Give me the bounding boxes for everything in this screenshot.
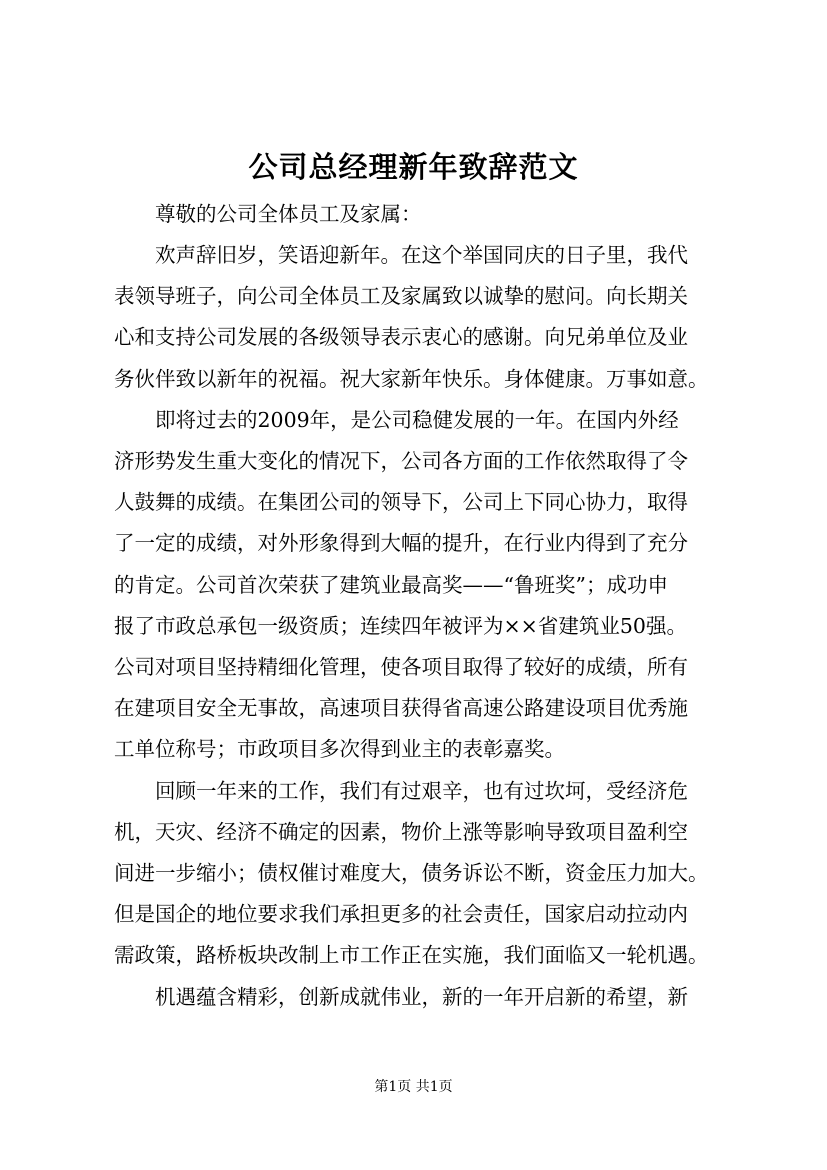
body-line: 机，天灾、经济不确定的因素，物价上涨等影响导致项目盈利空 [114,820,688,844]
body-line: 报了市政总承包一级资质；连续四年被评为××省建筑业50强。 [114,614,687,638]
body-line: 欢声辞旧岁，笑语迎新年。在这个举国同庆的日子里，我代 [155,243,688,267]
body-line: 表领导班子，向公司全体员工及家属致以诚挚的慰问。向长期关 [114,284,688,308]
salutation-line: 尊敬的公司全体员工及家属： [155,202,422,226]
body-line: 需政策，路桥板块改制上市工作正在实施，我们面临又一轮机遇。 [114,943,709,967]
body-line: 的肯定。公司首次荣获了建筑业最高奖——“鲁班奖”；成功申 [114,573,668,597]
body-line: 机遇蕴含精彩，创新成就伟业，新的一年开启新的希望，新 [155,985,688,1009]
body-line: 人鼓舞的成绩。在集团公司的领导下，公司上下同心协力，取得 [114,490,688,514]
body-line: 在建项目安全无事故，高速项目获得省高速公路建设项目优秀施 [114,696,688,720]
body-line: 了一定的成绩，对外形象得到大幅的提升，在行业内得到了充分 [114,531,688,555]
document-title: 公司总经理新年致辞范文 [248,150,579,184]
page-number-footer: 第1页 共1页 [374,1079,453,1095]
body-line: 济形势发生重大变化的情况下，公司各方面的工作依然取得了令 [114,449,688,473]
body-line: 间进一步缩小；债权催讨难度大，债务诉讼不断，资金压力加大。 [114,861,709,885]
body-line: 但是国企的地位要求我们承担更多的社会责任，国家启动拉动内 [114,902,688,926]
body-line: 回顾一年来的工作，我们有过艰辛，也有过坎坷，受经济危 [155,779,688,803]
body-line: 即将过去的2009年，是公司稳健发展的一年。在国内外经 [155,408,679,432]
body-line: 务伙伴致以新年的祝福。祝大家新年快乐。身体健康。万事如意。 [114,367,709,391]
body-line: 心和支持公司发展的各级领导表示衷心的感谢。向兄弟单位及业 [114,325,688,349]
body-line: 工单位称号；市政项目多次得到业主的表彰嘉奖。 [114,737,565,761]
body-line: 公司对项目坚持精细化管理，使各项目取得了较好的成绩，所有 [114,655,688,679]
